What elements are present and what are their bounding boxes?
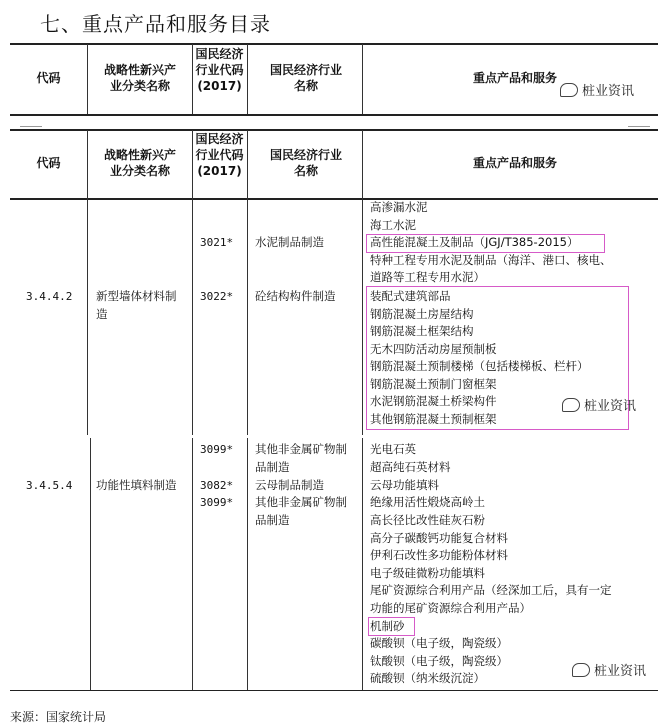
- header-category: 战略性新兴产业分类名称: [103, 63, 176, 93]
- divider: [192, 44, 193, 114]
- header-econ-name: 国民经济行业名称: [270, 148, 343, 178]
- list-item: 特种工程专用水泥及制品（海洋、港口、核电、: [370, 252, 612, 267]
- main-header-rule-bottom: [10, 198, 658, 200]
- row1-econ-name-1: 水泥制品制造: [255, 235, 324, 249]
- header-code: 代码: [36, 71, 61, 85]
- row1-econ-code-1: 3021*: [200, 236, 234, 249]
- divider: [192, 438, 193, 690]
- page-title: 七、重点产品和服务目录: [40, 12, 271, 36]
- divider: [20, 126, 42, 127]
- wechat-icon: [572, 663, 590, 677]
- list-item: 光电石英: [370, 442, 416, 456]
- divider: [628, 126, 650, 127]
- divider: [87, 130, 88, 435]
- list-item: 机制砂: [370, 619, 405, 633]
- list-item: 超高纯石英材料: [370, 460, 451, 474]
- row2-econ-name-3: [255, 494, 355, 529]
- row1-code: 3.4.4.2: [26, 290, 73, 303]
- row1-category: [96, 288, 186, 323]
- list-item: 伊利石改性多功能粉体材料: [370, 548, 508, 562]
- divider: [247, 438, 248, 690]
- list-item: 水泥钢筋混凝土桥梁构件: [370, 394, 497, 408]
- list-item: 碳酸钡（电子级，陶瓷级）: [370, 636, 508, 650]
- divider: [192, 130, 193, 435]
- header-econ-code: 国民经济行业代码(2017): [195, 132, 244, 178]
- watermark-text: 桩业资讯: [582, 84, 635, 99]
- list-item: 钢筋混凝土预制楼梯（包括楼梯板、栏杆）: [370, 359, 589, 373]
- row1-econ-name-2: 砼结构构件制造: [255, 289, 336, 303]
- list-item: 高长径比改性硅灰石粉: [370, 513, 485, 527]
- list-item: 高性能混凝土及制品（JGJ/T385-2015）: [370, 235, 579, 249]
- wechat-icon: [562, 398, 580, 412]
- divider: [90, 438, 91, 690]
- highlight-box: [366, 234, 605, 253]
- list-item: 钢筋混凝土预制门窗框架: [370, 376, 497, 391]
- row2-econ-code-2: 3082*: [200, 479, 234, 492]
- divider: [247, 130, 248, 435]
- watermark-text: 桩业资讯: [594, 664, 647, 679]
- row2-econ-code-1: 3099*: [200, 443, 234, 456]
- watermark: [560, 80, 634, 99]
- list-item: 功能的尾矿资源综合利用产品）: [370, 601, 531, 615]
- top-header-rule-top: [10, 43, 658, 45]
- row2-econ-name-1-text: 其他非金属矿物制品制造: [255, 442, 347, 474]
- source-note: 来源：国家统计局: [10, 710, 107, 724]
- row1-econ-code-2: 3022*: [200, 290, 234, 303]
- row2-econ-code-3: 3099*: [200, 496, 234, 509]
- row2-econ-name-1: [255, 441, 355, 476]
- list-item: 钛酸钡（电子级，陶瓷级）: [370, 654, 508, 668]
- list-item: 道路等工程专用水泥）: [370, 270, 485, 284]
- header-products: 重点产品和服务: [472, 71, 557, 85]
- list-item: 云母功能填料: [370, 478, 439, 492]
- divider: [362, 438, 363, 690]
- wechat-icon: [560, 83, 578, 97]
- header-econ-name: 国民经济行业名称: [270, 63, 343, 93]
- list-item: 尾矿资源综合利用产品（经深加工后，具有一定: [370, 583, 612, 597]
- header-products: 重点产品和服务: [472, 156, 557, 170]
- list-item: 硫酸钡（纳米级沉淀）: [370, 671, 485, 685]
- divider: [87, 44, 88, 114]
- row2-category: [96, 477, 186, 495]
- divider: [362, 44, 363, 114]
- row2-category-text: 功能性填料制造: [96, 478, 177, 492]
- list-item: 钢筋混凝土房屋结构: [370, 306, 474, 321]
- list-item: 其他钢筋混凝土预制框架: [370, 411, 497, 426]
- table-rule-bottom: [10, 690, 658, 691]
- divider: [247, 44, 248, 114]
- row2-code: 3.4.5.4: [26, 479, 73, 492]
- list-item: 装配式建筑部品: [370, 289, 451, 303]
- watermark: [572, 660, 646, 679]
- main-header-rule-top: [10, 129, 658, 131]
- watermark-text: 桩业资讯: [584, 399, 637, 414]
- list-item: 高渗漏水泥: [370, 200, 428, 214]
- divider: [362, 130, 363, 435]
- highlight-box: [368, 617, 415, 636]
- list-item: 无木四防活动房屋预制板: [370, 341, 497, 356]
- watermark: [562, 395, 636, 414]
- header-econ-code: 国民经济行业代码(2017): [195, 47, 244, 93]
- list-item: 海工水泥: [370, 217, 416, 232]
- header-category: 战略性新兴产业分类名称: [103, 148, 176, 178]
- list-item: 高分子碳酸钙功能复合材料: [370, 531, 508, 545]
- list-item: 绝缘用活性煅烧高岭土: [370, 495, 485, 509]
- top-header-rule-bottom: [10, 114, 658, 116]
- row2-econ-name-3-text: 其他非金属矿物制品制造: [255, 495, 347, 527]
- list-item: 钢筋混凝土框架结构: [370, 324, 474, 338]
- header-code: 代码: [36, 156, 61, 170]
- row1-category-text: 新型墙体材料制造: [96, 289, 177, 321]
- row2-econ-name-2: 云母制品制造: [255, 478, 324, 492]
- list-item: 电子级硅微粉功能填料: [370, 566, 485, 580]
